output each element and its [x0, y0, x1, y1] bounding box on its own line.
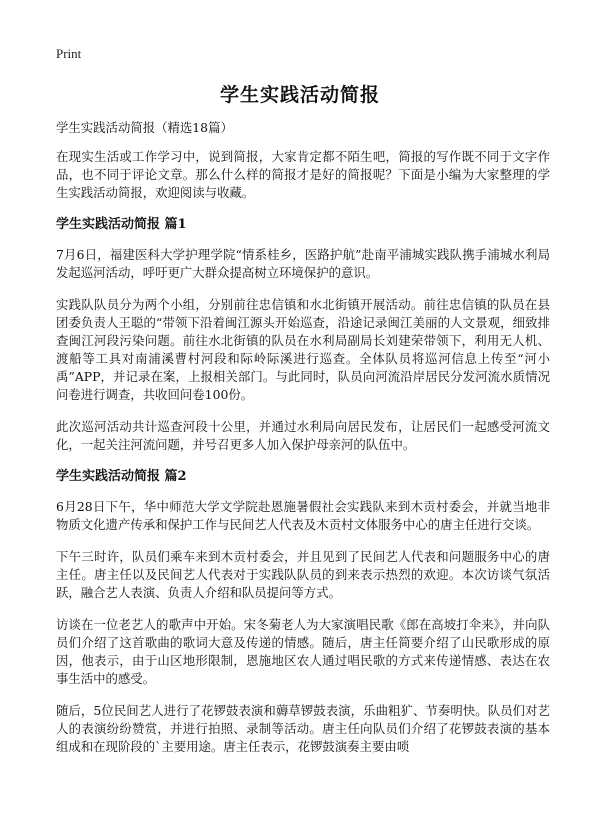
intro-paragraph: 在现实生活或工作学习中，说到简报，大家肯定都不陌生吧，简报的写作既不同于文字作品，也不同于评论文章。那么什么样的简报才是好的简报呢？下面是小编为大家整理的学生实践活动简报，欢迎阅读与收藏。 [56, 149, 550, 200]
page-title: 学生实践活动简报 [219, 84, 380, 106]
section-paragraph: 6月28日下午，华中师范大学文学院赴恩施暑假社会实践队来到木贡村委会，并就当地非物质文化遗产传承和保护工作与民间艺人代表及木贡村文体服务中心的唐主任进行交谈。 [56, 499, 550, 532]
article-subtitle: 学生实践活动简报（精选18篇） [56, 120, 233, 135]
section-heading: 学生实践活动简报 篇1 [56, 217, 187, 232]
section-paragraph: 7月6日，福建医科大学护理学院“情系桂乡，医路护航”赴南平浦城实践队携手浦城水利局发起巡河活动，呼吁更广大群众提高树立环境保护的意识。 [56, 247, 550, 280]
section-paragraph: 下午三时许，队员们乘车来到木贡村委会，并且见到了民间艺人代表和问题服务中心的唐主任。唐主任以及民间艺人代表对于实践队队员的到来表示热烈的欢迎。本次访谈气氛活跃，融合艺人表演、负责人介绍和队员提问等方式。 [56, 549, 550, 600]
section-paragraph: 实践队队员分为两个小组，分别前往忠信镇和水北街镇开展活动。前往忠信镇的队员在县团委负责人王聪的“带领下沿着闽江源头开始巡查，沿途记录闽江美丽的人文景观，细致排查闽江河段污染问题。前往水北街镇的队员在水利局副局长刘建荣带领下，利用无人机、渡船等工具对南浦溪曹村河段和际岭际溪进行巡查。全体队员将巡河信息上传至“河小禹”APP，并记录在案，上报相关部门。与此同时，队员向河流沿岸居民分发河流水质情况问卷进行调查，共收回问卷100份。 [56, 297, 550, 402]
section-paragraph: 随后，5位民间艺人进行了花锣鼓表演和薅草锣鼓表演，乐曲粗犷、节奏明快。队员们对艺人的表演纷纷赞赏，并进行拍照、录制等活动。唐主任向队员们介绍了花锣鼓表演的基本组成和在现阶段的`主要用途。唐主任表示，花锣鼓演奏主要由唢 [56, 703, 550, 754]
section-paragraph: 访谈在一位老艺人的歌声中开始。宋冬菊老人为大家演唱民歌《郎在高坡打伞来》，并向队员们介绍了这首歌曲的歌词大意及传递的情感。随后，唐主任简要介绍了山民歌形成的原因，他表示，由于山区地形限制，恩施地区农人通过唱民歌的方式来传递情感、表达在农事生活中的感受。 [56, 617, 550, 686]
section-paragraph: 此次巡河活动共计巡查河段十公里，并通过水利局向居民发布，让居民们一起感受河流文化，一起关注河流问题，并号召更多人加入保护母亲河的队伍中。 [56, 419, 550, 452]
print-link[interactable]: Print [56, 46, 82, 61]
article-body [56, 119, 550, 770]
section-heading: 学生实践活动简报 篇2 [56, 469, 187, 484]
